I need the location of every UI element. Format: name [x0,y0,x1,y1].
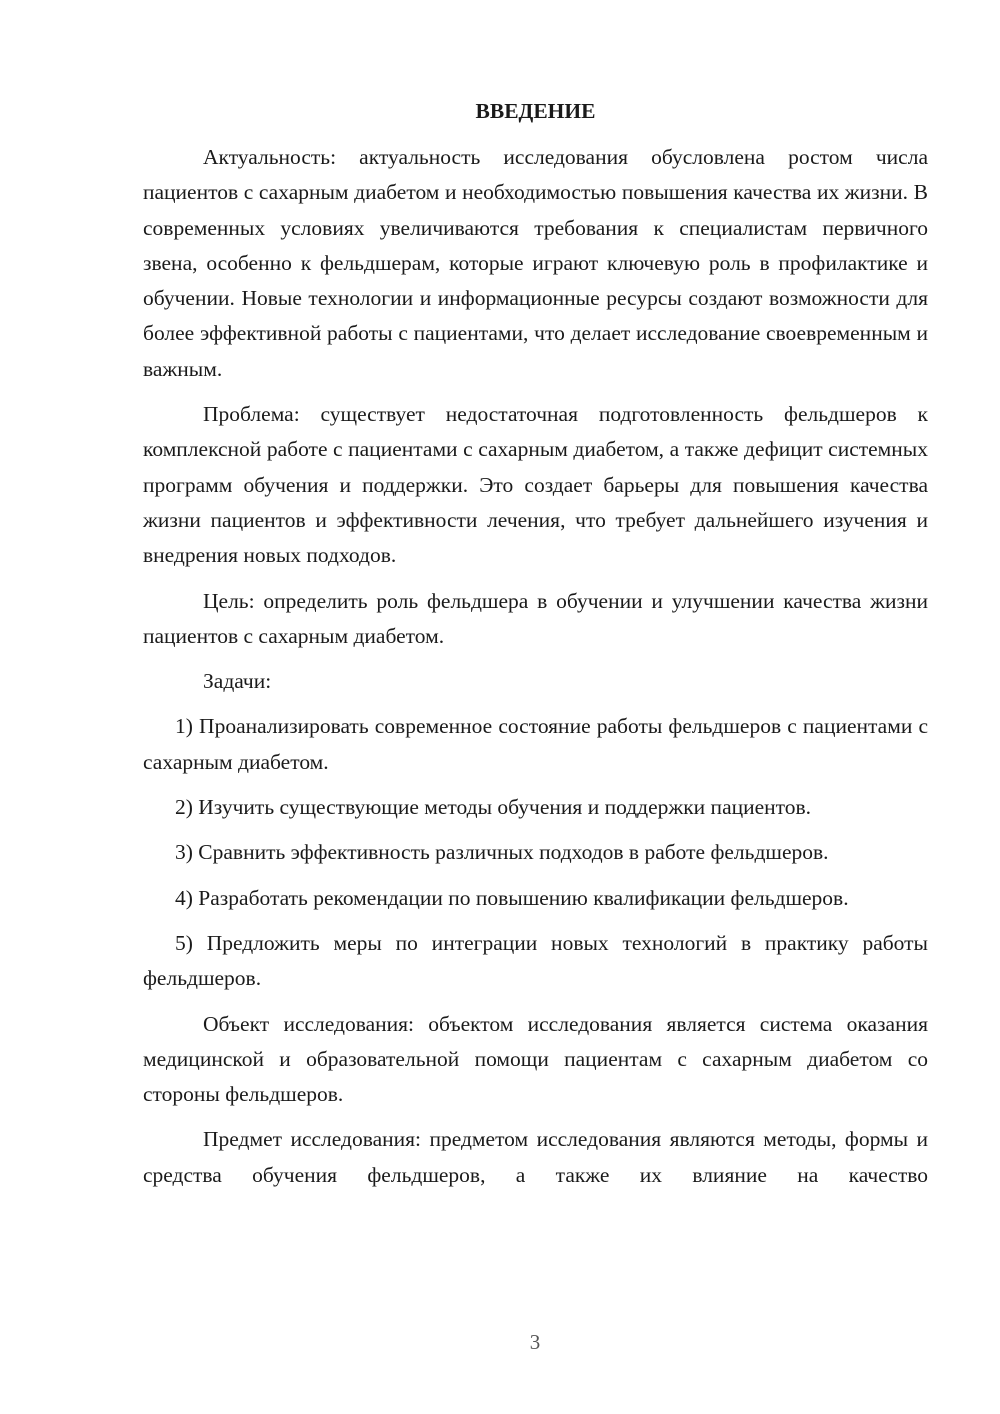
task-item-5: 5) Предложить меры по интеграции новых технологий в практику работы фельдшеров. [143,930,928,991]
tasks-label: Задачи: [203,669,272,694]
paragraph-subject: Предмет исследования: предметом исследования являются методы, формы и средства обучения фельдшеров, а также их влияние на качество [143,1127,928,1187]
task-item-2: 2) Изучить существующие методы обучения и поддержки пациентов. [175,795,812,820]
document-page [143,95,928,1203]
paragraph-goal: Цель: определить роль фельдшера в обучении и улучшении качества жизни пациентов с сахарным диабетом. [143,588,928,648]
paragraph-problem: Проблема: существует недостаточная подготовленность фельдшеров к комплексной работе с пациентами с сахарным диабетом, а также дефицит системных программ обучения и поддержки. Это создает барьеры для повышения качества жизни пациентов и эффективности лечения, что требует дальнейшего изучения и внедрения новых подходов. [143,402,928,568]
task-item-1: 1) Проанализировать современное состояние работы фельдшеров с пациентами с сахарным диабетом. [143,714,928,774]
page-number: 3 [529,1330,541,1354]
paragraph-relevance: Актуальность: актуальность исследования обусловлена ростом числа пациентов с сахарным диабетом и необходимостью повышения качества их жизни. В современных условиях увеличиваются требования к специалистам первичного звена, особенно к фельдшерам, которые играют ключевую роль в профилактике и обучении. Новые технологии и информационные ресурсы создают возможности для более эффективной работы с пациентами, что делает исследование своевременным и важным. [143,145,928,381]
task-item-4: 4) Разработать рекомендации по повышению квалификации фельдшеров. [175,885,849,910]
task-item-3: 3) Сравнить эффективность различных подходов в работе фельдшеров. [175,840,829,865]
paragraph-object: Объект исследования: объектом исследования является система оказания медицинской и образовательной помощи пациентам с сахарным диабетом со стороны фельдшеров. [143,1011,928,1107]
section-heading: ВВЕДЕНИЕ [475,99,596,123]
